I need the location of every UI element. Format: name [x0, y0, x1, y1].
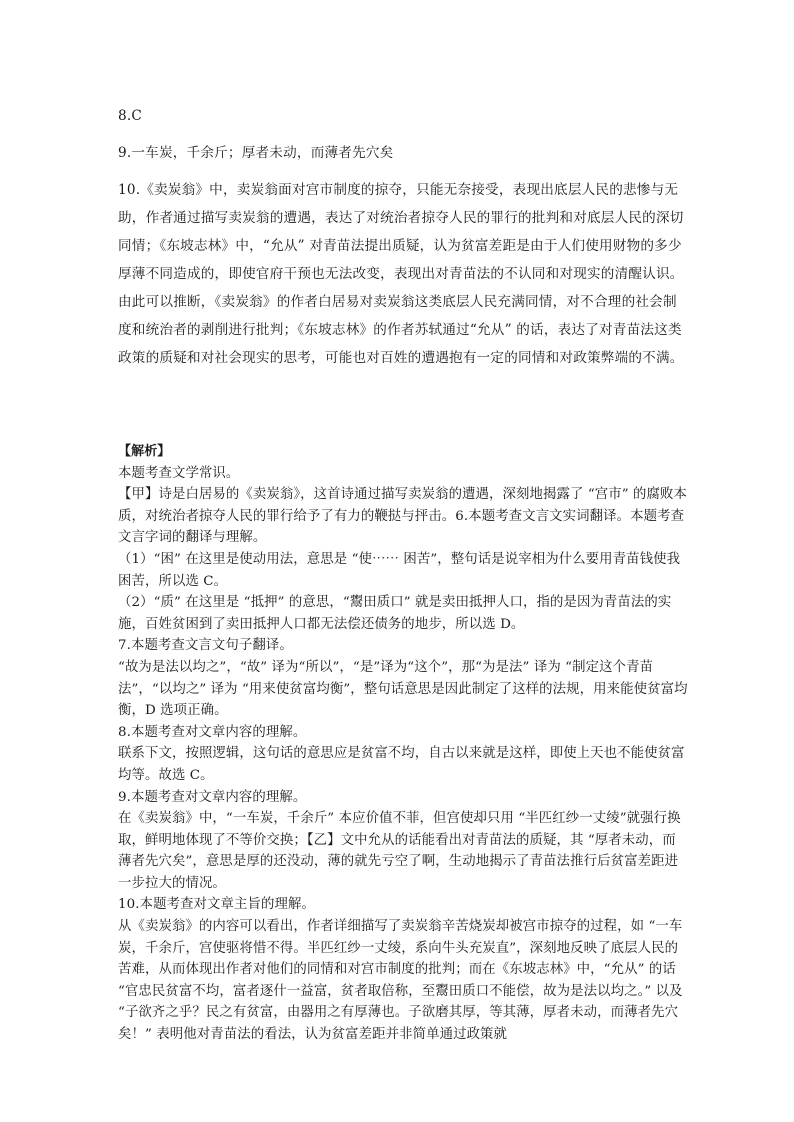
analysis-line: （1）“困” 在这里是使动用法，意思是 “使⋯⋯ 困苦”，整句话是说宰相为什么要用青苗钱使我困苦，所以选 C。 [118, 551, 681, 589]
analysis-line: 7.本题考查文言文句子翻译。 [118, 638, 293, 654]
analysis-line: “故为是法以均之”，“故” 译为“所以”，“是”译为“这个”，那“为是法” 译为 “制定这个青苗法”，“以均之” 译为 “用来使贫富均衡”，整句话意思是因此制定了这样的法规，用来能使贫富均衡，D 选项正确。 [118, 659, 688, 719]
analysis-line: （2）“质” 在这里是 “抵押” 的意思，“鬻田质口” 就是卖田抵押人口，指的是因为青苗法的实施，百姓贫困到了卖田抵押人口都无法偿还债务的地步，所以选 D。 [118, 595, 672, 632]
analysis-line: 【甲】诗是白居易的《卖炭翁》，这首诗通过描写卖炭翁的遭遇，深刻地揭露了 “宫市” 的腐败本质，对统治者掠夺人民的罪行给予了有力的鞭挞与抨击。6.本题考查文言文实词翻译。本题考查文言字词的翻译与理解。 [118, 487, 688, 546]
analysis-line: 从《卖炭翁》的内容可以看出，作者详细描写了卖炭翁辛苦烧炭却被宫市掠夺的过程，如 “一车炭，千余斤，宫使驱将惜不得。半匹红纱一丈绫，系向牛头充炭直”，深刻地反映了底层人民的苦难，从而体现出作者对他们的同情和对宫市制度的批判；而在《东坡志林》中，“允从” 的话 “官忠民贫富不均，富者逐什一益富，贫者取倍称，至鬻田质口不能偿，故为是法以均之。” 以及 “子欲齐之乎？民之有贫富，由器用之有厚薄也。子欲磨其厚，等其薄，厚者未动，而薄者先穴矣！” 表明他对青苗法的看法，认为贫富差距并非简单通过政策就 [118, 919, 683, 1043]
answer-8: 8.C [118, 108, 142, 124]
analysis-line: 本题考查文学常识。 [118, 465, 240, 481]
analysis-heading: 【解析】 [118, 444, 171, 459]
analysis-section [118, 441, 688, 1046]
analysis-line: 10.本题考查对文章主旨的理解。 [118, 897, 315, 913]
answer-10: 10.《卖炭翁》中，卖炭翁面对宫市制度的掠夺，只能无奈接受，表现出底层人民的悲惨与无助，作者通过描写卖炭翁的遭遇，表达了对统治者掠夺人民的罪行的批判和对底层人民的深切同情；《东坡志林》中，“允从” 对青苗法提出质疑，认为贫富差距是由于人们使用财物的多少厚薄不同造成的，即使官府干预也无法改变，表现出对青苗法的不认同和对现实的清醒认识。由此可以推断，《卖炭翁》的作者白居易对卖炭翁这类底层人民充满同情，对不合理的社会制度和统治者的剥削进行批判；《东坡志林》的作者苏轼通过“允从” 的话，表达了对青苗法这类政策的质疑和对社会现实的思考，可能也对百姓的遭遇抱有一定的同情和对政策弊端的不满。 [118, 182, 684, 366]
analysis-line: 在《卖炭翁》中，“一车炭，千余斤” 本应价值不菲，但宫使却只用 “半匹红纱一丈绫”就强行换取，鲜明地体现了不等价交换；【乙】文中允从的话能看出对青苗法的质疑，其 “厚者未动，而薄者先穴矣”，意思是厚的还没动，薄的就先亏空了啊，生动地揭示了青苗法推行后贫富差距进一步拉大的情况。 [118, 811, 681, 891]
analysis-line: 联系下文，按照逻辑，这句话的意思应是贫富不均，自古以来就是这样，即使上天也不能使贫富均等。故选 C。 [118, 746, 685, 783]
answer-9: 9.一车炭，千余斤；厚者未动，而薄者先穴矣 [118, 145, 394, 161]
answer-section [118, 102, 688, 372]
analysis-line: 9.本题考查对文章内容的理解。 [118, 789, 307, 805]
analysis-line: 8.本题考查对文章内容的理解。 [118, 724, 307, 740]
